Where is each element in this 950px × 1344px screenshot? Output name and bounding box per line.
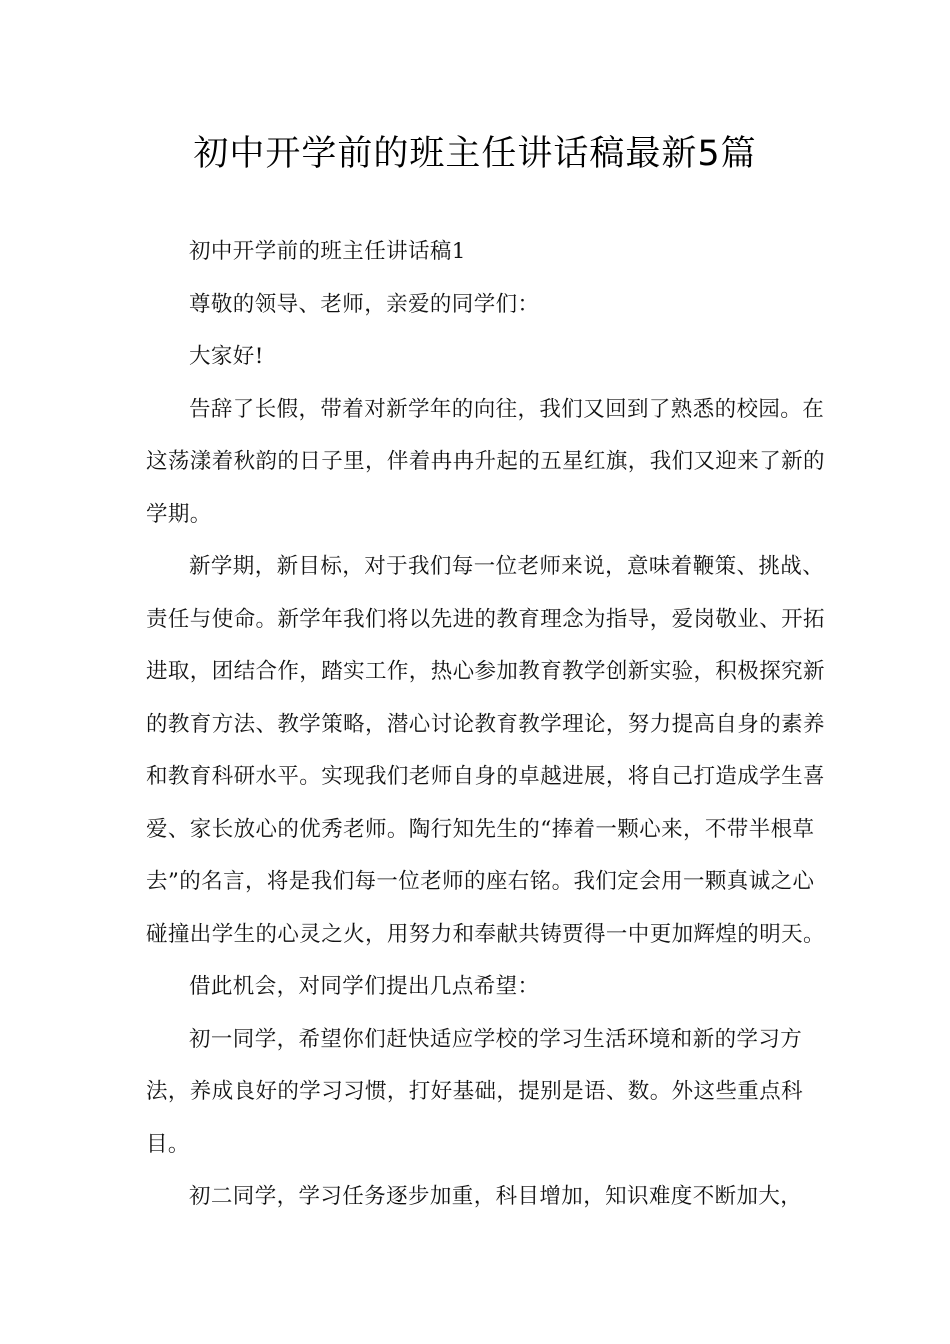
body-paragraph: 初二同学，学习任务逐步加重，科目增加，知识难度不断加大， xyxy=(189,1184,803,1209)
section-heading: 初中开学前的班主任讲话稿1 xyxy=(189,239,466,264)
body-paragraph: 借此机会，对同学们提出几点希望： xyxy=(189,974,540,999)
salutation-paragraph: 尊敬的领导、老师，亲爱的同学们： xyxy=(189,291,540,317)
greeting-paragraph: 大家好! xyxy=(189,344,264,369)
body-paragraph: 告辞了长假，带着对新学年的向往，我们又回到了熟悉的校园。在这荡漾着秋韵的日子里，伴着冉冉升起的五星红旗，我们又迎来了新的学期。 xyxy=(146,396,825,527)
body-paragraph: 新学期，新目标，对于我们每一位老师来说，意味着鞭策、挑战、责任与使命。新学年我们将以先进的教育理念为指导，爱岗敬业、开拓进取，团结合作，踏实工作，热心参加教育教学创新实验，积极探究新的教育方法、教学策略，潜心讨论教育教学理论，努力提高自身的素养和教育科研水平。实现我们老师自身的卓越进展，将自己打造成学生喜爱、家长放心的优秀老师。陶行知先生的“捧着一颗心来，不带半根草去”的名言，将是我们每一位老师的座右铭。我们定会用一颗真诚之心碰撞出学生的心灵之火，用努力和奉献共铸贾得一中更加辉煌的明天。 xyxy=(146,554,825,947)
document-body xyxy=(146,226,836,1224)
body-paragraph: 初一同学，希望你们赶快适应学校的学习生活环境和新的学习方法，养成良好的学习习惯，打好基础，提别是语、数。外这些重点科目。 xyxy=(146,1026,804,1157)
document-title: 初中开学前的班主任讲话稿最新5篇 xyxy=(193,134,757,174)
